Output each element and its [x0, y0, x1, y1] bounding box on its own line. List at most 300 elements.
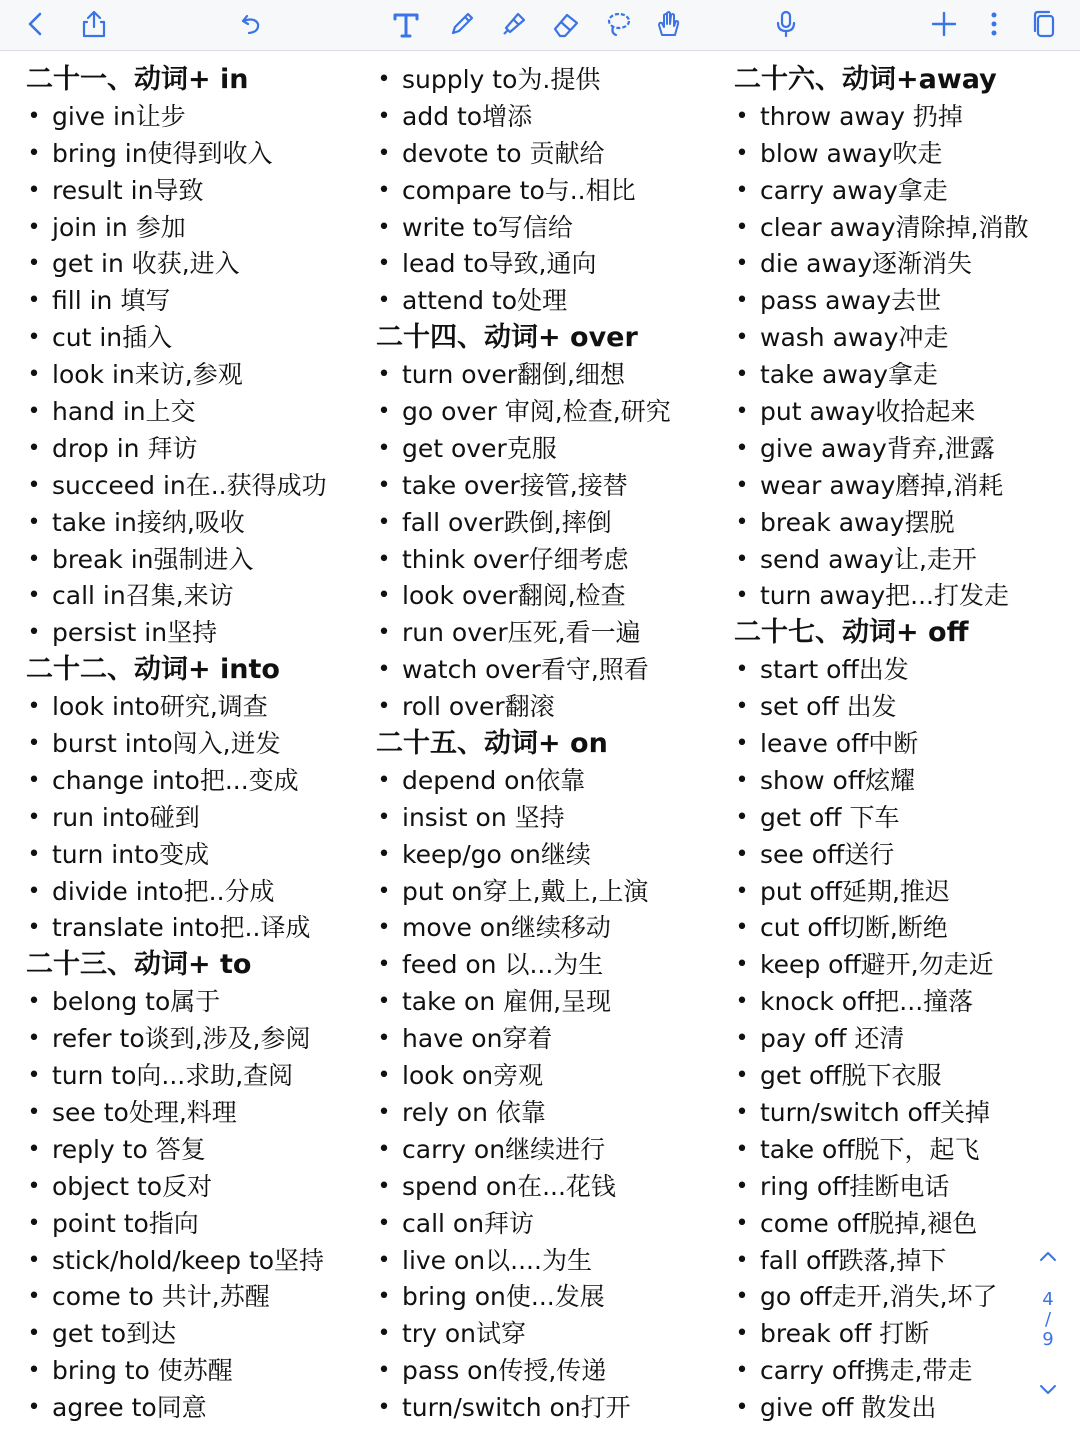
list-item-text: die away逐渐消失	[760, 249, 973, 279]
bullet-icon: •	[27, 325, 41, 351]
list-item-text: take on 雇佣,呈现	[402, 987, 612, 1017]
list-item-text: fill in 填写	[52, 286, 171, 316]
bullet-icon: •	[27, 1395, 41, 1421]
list-item-text: lead to导致,通向	[402, 249, 597, 279]
eraser-icon[interactable]	[548, 6, 584, 42]
list-item-text: write to写信给	[402, 212, 573, 242]
list-item	[376, 246, 716, 283]
list-item-text: set off 出发	[760, 692, 897, 722]
list-item-text: depend on依靠	[402, 765, 586, 795]
list-item	[734, 1390, 1074, 1427]
list-item-text: reply to 答复	[52, 1134, 206, 1164]
list-item	[26, 615, 366, 652]
bullet-icon: •	[735, 952, 749, 978]
bullet-icon: •	[735, 804, 749, 830]
bullet-icon: •	[377, 214, 391, 240]
list-item-text: come off脱掉,褪色	[760, 1208, 978, 1238]
list-item-text: look on旁观	[402, 1061, 544, 1091]
list-item-text: carry on继续进行	[402, 1134, 606, 1164]
bullet-icon: •	[735, 1026, 749, 1052]
list-item-text: watch over看守,照看	[402, 655, 649, 685]
list-item	[376, 173, 716, 210]
list-item-text: have on穿着	[402, 1024, 553, 1054]
list-item-text: hand in上交	[52, 397, 196, 427]
list-item	[376, 62, 716, 99]
list-item	[26, 1279, 366, 1316]
bullet-icon: •	[735, 472, 749, 498]
bullet-icon: •	[27, 1099, 41, 1125]
list-item-text: blow away吹走	[760, 138, 943, 168]
list-item-text: fall over跌倒,摔倒	[402, 507, 612, 537]
bullet-icon: •	[27, 362, 41, 388]
list-item	[376, 210, 716, 247]
list-item	[734, 1058, 1074, 1095]
pen-icon[interactable]	[444, 6, 480, 42]
bullet-icon: •	[377, 399, 391, 425]
list-item-text: call on拜访	[402, 1208, 535, 1238]
bullet-icon: •	[735, 399, 749, 425]
list-item-text: supply to为.提供	[402, 65, 601, 94]
list-item-text: refer to谈到,涉及,参阅	[52, 1024, 311, 1054]
list-item-text: drop in 拜访	[52, 433, 198, 463]
list-item-text: bring on使...发展	[402, 1282, 605, 1312]
list-item	[26, 1132, 366, 1169]
list-item	[376, 468, 716, 505]
list-item-text: look over翻阅,检查	[402, 581, 626, 611]
bullet-icon: •	[377, 251, 391, 277]
list-item	[26, 394, 366, 431]
list-item	[26, 689, 366, 726]
microphone-icon[interactable]	[768, 6, 804, 42]
bullet-icon: •	[27, 1026, 41, 1052]
list-item-text: rely on 依靠	[402, 1097, 546, 1127]
list-item-text: give off 散发出	[760, 1393, 937, 1423]
bullet-icon: •	[377, 288, 391, 314]
list-item-text: insist on 坚持	[402, 802, 565, 832]
list-item	[26, 210, 366, 247]
text-tool-icon[interactable]	[388, 6, 424, 42]
bullet-icon: •	[377, 509, 391, 535]
list-item-text: object to反对	[52, 1171, 213, 1201]
list-item	[376, 652, 716, 689]
bullet-icon: •	[735, 288, 749, 314]
bullet-icon: •	[735, 1063, 749, 1089]
highlighter-icon[interactable]	[496, 6, 532, 42]
bullet-icon: •	[735, 878, 749, 904]
bullet-icon: •	[377, 1358, 391, 1384]
bullet-icon: •	[735, 251, 749, 277]
list-item-text: put off延期,推迟	[760, 876, 950, 906]
bullet-icon: •	[735, 1210, 749, 1236]
list-item	[734, 173, 1074, 210]
list-item	[376, 1206, 716, 1243]
bullet-icon: •	[27, 546, 41, 572]
bullet-icon: •	[377, 362, 391, 388]
bullet-icon: •	[377, 140, 391, 166]
list-item	[734, 984, 1074, 1021]
list-item	[26, 173, 366, 210]
list-item-text: give in让步	[52, 101, 186, 131]
bullet-icon: •	[27, 1358, 41, 1384]
list-item	[376, 99, 716, 136]
list-item	[26, 800, 366, 837]
list-item	[26, 1353, 366, 1390]
add-icon[interactable]	[926, 6, 962, 42]
list-item	[26, 99, 366, 136]
list-item	[376, 910, 716, 947]
list-item-text: turn to向...求助,查阅	[52, 1061, 294, 1091]
list-item-text: wash away冲走	[760, 323, 949, 353]
list-item-text: turn/switch on打开	[402, 1393, 631, 1423]
list-item	[734, 689, 1074, 726]
list-item	[376, 837, 716, 874]
list-item	[376, 1390, 716, 1427]
bullet-icon: •	[27, 103, 41, 129]
bullet-icon: •	[735, 657, 749, 683]
list-item	[734, 874, 1074, 911]
list-item	[734, 578, 1074, 615]
section-heading: 二十二、动词+ into	[26, 654, 280, 686]
bullet-icon: •	[377, 583, 391, 609]
share-icon[interactable]	[76, 6, 112, 42]
list-item	[26, 910, 366, 947]
list-item-text: go over 审阅,检查,研究	[402, 397, 671, 427]
bullet-icon: •	[377, 952, 391, 978]
list-item-text: wear away磨掉,消耗	[760, 470, 1004, 500]
list-item-text: send away让,走开	[760, 544, 977, 574]
column-left	[26, 62, 366, 1427]
list-item	[26, 1206, 366, 1243]
bullet-icon: •	[377, 177, 391, 203]
column-right	[734, 62, 1074, 1427]
bullet-icon: •	[27, 1321, 41, 1347]
list-item	[26, 1095, 366, 1132]
list-item-text: go off走开,消失,坏了	[760, 1282, 998, 1312]
bullet-icon: •	[377, 804, 391, 830]
list-item	[26, 283, 366, 320]
list-item	[734, 542, 1074, 579]
list-item-text: divide into把..分成	[52, 876, 275, 906]
list-item	[376, 394, 716, 431]
list-item-text: look in来访,参观	[52, 360, 243, 390]
list-item	[734, 283, 1074, 320]
bullet-icon: •	[377, 767, 391, 793]
list-item-text: throw away 扔掉	[760, 101, 963, 131]
list-item	[376, 1353, 716, 1390]
list-item-text: belong to属于	[52, 987, 221, 1017]
list-item-text: give away背弃,泄露	[760, 433, 995, 463]
list-item-text: take over接管,接替	[402, 470, 628, 500]
list-item	[376, 542, 716, 579]
bullet-icon: •	[27, 1136, 41, 1162]
list-item	[734, 505, 1074, 542]
bullet-icon: •	[27, 177, 41, 203]
pages-icon[interactable]	[1026, 6, 1062, 42]
list-item-text: take in接纳,吸收	[52, 507, 245, 537]
list-item-text: persist in坚持	[52, 618, 218, 648]
bullet-icon: •	[27, 915, 41, 941]
list-item	[26, 874, 366, 911]
list-item	[734, 394, 1074, 431]
list-item	[26, 1316, 366, 1353]
list-item	[734, 1021, 1074, 1058]
hand-icon[interactable]	[650, 6, 686, 42]
bullet-icon: •	[377, 694, 391, 720]
section-heading: 二十一、动词+ in	[26, 64, 249, 95]
list-item	[26, 505, 366, 542]
list-item-text: stick/hold/keep to坚持	[52, 1245, 325, 1275]
list-item	[734, 800, 1074, 837]
bullet-icon: •	[735, 841, 749, 867]
lasso-icon[interactable]	[600, 6, 636, 42]
bullet-icon: •	[377, 546, 391, 572]
list-item	[376, 357, 716, 394]
bullet-icon: •	[735, 915, 749, 941]
list-item	[376, 1279, 716, 1316]
list-item-text: run over压死,看一遍	[402, 618, 641, 648]
list-item-text: succeed in在..获得成功	[52, 470, 327, 500]
bullet-icon: •	[735, 1358, 749, 1384]
bullet-icon: •	[377, 103, 391, 129]
list-item-text: bring to 使苏醒	[52, 1356, 233, 1386]
list-item-text: get in 收获,进入	[52, 249, 240, 279]
list-item-text: knock off把...撞落	[760, 987, 974, 1017]
list-item-text: cut off切断,断绝	[760, 913, 948, 943]
page-current: 4	[1042, 1289, 1054, 1310]
list-item-text: turn over翻倒,细想	[402, 360, 625, 390]
list-item-text: turn into变成	[52, 839, 210, 869]
list-item	[376, 136, 716, 173]
bullet-icon: •	[377, 1099, 391, 1125]
list-item-text: see off送行	[760, 839, 895, 869]
list-item-text: burst into闯入,迸发	[52, 729, 281, 759]
bullet-icon: •	[377, 1063, 391, 1089]
list-item	[734, 837, 1074, 874]
bullet-icon: •	[27, 1284, 41, 1310]
list-item	[26, 1058, 366, 1095]
list-item-text: run into碰到	[52, 802, 200, 832]
list-item-text: turn away把...打发走	[760, 581, 1009, 611]
bullet-icon: •	[27, 509, 41, 535]
list-item-text: start off出发	[760, 655, 909, 685]
list-item	[376, 1316, 716, 1353]
page-up-icon[interactable]	[1030, 1246, 1066, 1272]
list-item	[734, 1095, 1074, 1132]
list-item	[734, 947, 1074, 984]
list-item	[26, 1243, 366, 1280]
list-item-text: change into把...变成	[52, 765, 299, 795]
bullet-icon: •	[735, 767, 749, 793]
bullet-icon: •	[735, 177, 749, 203]
back-icon[interactable]	[18, 6, 54, 42]
bullet-icon: •	[735, 325, 749, 351]
bullet-icon: •	[735, 1099, 749, 1125]
list-item-text: take away拿走	[760, 360, 938, 390]
list-item	[376, 1095, 716, 1132]
bullet-icon: •	[735, 140, 749, 166]
list-item-text: turn/switch off关掉	[760, 1097, 991, 1127]
list-item-text: try on试穿	[402, 1319, 526, 1349]
top-toolbar	[0, 0, 1080, 51]
list-item-text: look into研究,调查	[52, 692, 268, 722]
bullet-icon: •	[377, 915, 391, 941]
more-icon[interactable]	[976, 6, 1012, 42]
bullet-icon: •	[377, 841, 391, 867]
list-item	[26, 578, 366, 615]
list-item	[734, 910, 1074, 947]
list-item	[26, 1169, 366, 1206]
page-separator: /	[1044, 1309, 1052, 1330]
bullet-icon: •	[27, 583, 41, 609]
bullet-icon: •	[377, 620, 391, 646]
list-item-text: pass on传授,传递	[402, 1356, 607, 1386]
bullet-icon: •	[27, 841, 41, 867]
list-item	[376, 505, 716, 542]
list-item-text: carry away拿走	[760, 175, 948, 205]
bullet-icon: •	[377, 1321, 391, 1347]
list-item	[26, 246, 366, 283]
list-item-text: get to到达	[52, 1319, 177, 1349]
list-item	[734, 1169, 1074, 1206]
list-item-text: keep off避开,勿走近	[760, 950, 994, 980]
list-item	[376, 800, 716, 837]
page-indicator	[1030, 1290, 1066, 1350]
bullet-icon: •	[377, 657, 391, 683]
bullet-icon: •	[377, 1173, 391, 1199]
bullet-icon: •	[735, 546, 749, 572]
section-heading: 二十四、动词+ over	[376, 322, 638, 354]
list-item	[734, 652, 1074, 689]
list-item	[376, 947, 716, 984]
bullet-icon: •	[377, 1395, 391, 1421]
list-item	[376, 763, 716, 800]
list-item	[734, 99, 1074, 136]
list-item-text: attend to处理	[402, 286, 568, 316]
bullet-icon: •	[735, 1247, 749, 1273]
bullet-icon: •	[377, 1026, 391, 1052]
list-item-text: break away摆脱	[760, 507, 955, 537]
list-item	[26, 431, 366, 468]
list-item	[26, 136, 366, 173]
bullet-icon: •	[27, 288, 41, 314]
list-item-text: translate into把..译成	[52, 913, 311, 943]
list-item-text: feed on 以...为生	[402, 950, 604, 980]
list-item-text: bring in使得到收入	[52, 138, 273, 168]
list-item	[734, 320, 1074, 357]
bullet-icon: •	[377, 878, 391, 904]
list-item	[734, 1243, 1074, 1280]
list-item	[734, 1316, 1074, 1353]
list-item	[734, 1279, 1074, 1316]
bullet-icon: •	[735, 583, 749, 609]
bullet-icon: •	[735, 1321, 749, 1347]
list-item-text: point to指向	[52, 1208, 199, 1238]
list-item-text: call in召集,来访	[52, 581, 234, 611]
bullet-icon: •	[377, 67, 391, 92]
list-item-text: leave off中断	[760, 729, 919, 759]
bullet-icon: •	[27, 731, 41, 757]
list-item-text: get off脱下衣服	[760, 1061, 942, 1091]
bullet-icon: •	[377, 472, 391, 498]
bullet-icon: •	[27, 140, 41, 166]
bullet-icon: •	[27, 878, 41, 904]
list-item	[376, 1021, 716, 1058]
column-middle	[376, 62, 716, 1427]
list-item	[734, 763, 1074, 800]
list-item	[376, 1058, 716, 1095]
list-item	[734, 431, 1074, 468]
list-item	[26, 984, 366, 1021]
list-item-text: take off脱下，起飞	[760, 1134, 980, 1164]
section-heading: 二十七、动词+ off	[734, 617, 969, 649]
list-item	[376, 615, 716, 652]
bullet-icon: •	[735, 1284, 749, 1310]
list-item	[26, 542, 366, 579]
page-down-icon[interactable]	[1030, 1378, 1066, 1404]
bullet-icon: •	[735, 362, 749, 388]
list-item	[734, 136, 1074, 173]
list-item-text: join in 参加	[52, 212, 186, 242]
list-item-text: roll over翻滚	[402, 692, 555, 722]
list-item-text: carry off携走,带走	[760, 1356, 973, 1386]
bullet-icon: •	[27, 804, 41, 830]
list-item	[734, 210, 1074, 247]
list-item	[26, 357, 366, 394]
list-item-text: break in强制进入	[52, 544, 254, 574]
bullet-icon: •	[27, 1063, 41, 1089]
bullet-icon: •	[27, 251, 41, 277]
list-item-text: break off 打断	[760, 1319, 930, 1349]
list-item	[26, 837, 366, 874]
list-item-text: come to 共计,苏醒	[52, 1282, 270, 1312]
bullet-icon: •	[27, 214, 41, 240]
bullet-icon: •	[27, 620, 41, 646]
list-item	[376, 1169, 716, 1206]
list-item-text: think over仔细考虑	[402, 544, 629, 574]
bullet-icon: •	[735, 1173, 749, 1199]
bullet-icon: •	[377, 1136, 391, 1162]
section-heading: 二十三、动词+ to	[26, 949, 252, 981]
bullet-icon: •	[735, 509, 749, 535]
bullet-icon: •	[27, 767, 41, 793]
list-item	[26, 320, 366, 357]
list-item-text: spend on在...花钱	[402, 1171, 616, 1201]
list-item-text: show off炫耀	[760, 765, 916, 795]
undo-icon[interactable]	[232, 6, 268, 42]
page-total: 9	[1042, 1329, 1054, 1350]
list-item	[376, 1132, 716, 1169]
bullet-icon: •	[735, 1136, 749, 1162]
list-item-text: add to增添	[402, 101, 533, 131]
list-item	[376, 874, 716, 911]
list-item-text: put away收拾起来	[760, 397, 976, 427]
list-item	[26, 1390, 366, 1427]
list-item-text: fall off跌落,掉下	[760, 1245, 947, 1275]
bullet-icon: •	[27, 472, 41, 498]
list-item	[376, 431, 716, 468]
list-item	[376, 689, 716, 726]
bullet-icon: •	[377, 1210, 391, 1236]
list-item	[26, 468, 366, 505]
bullet-icon: •	[735, 731, 749, 757]
list-item	[734, 1353, 1074, 1390]
section-heading: 二十六、动词+away	[734, 64, 997, 95]
list-item-text: pass away去世	[760, 286, 942, 316]
list-item	[734, 246, 1074, 283]
list-item-text: get off 下车	[760, 802, 900, 832]
bullet-icon: •	[735, 214, 749, 240]
list-item-text: see to处理,料理	[52, 1097, 237, 1127]
